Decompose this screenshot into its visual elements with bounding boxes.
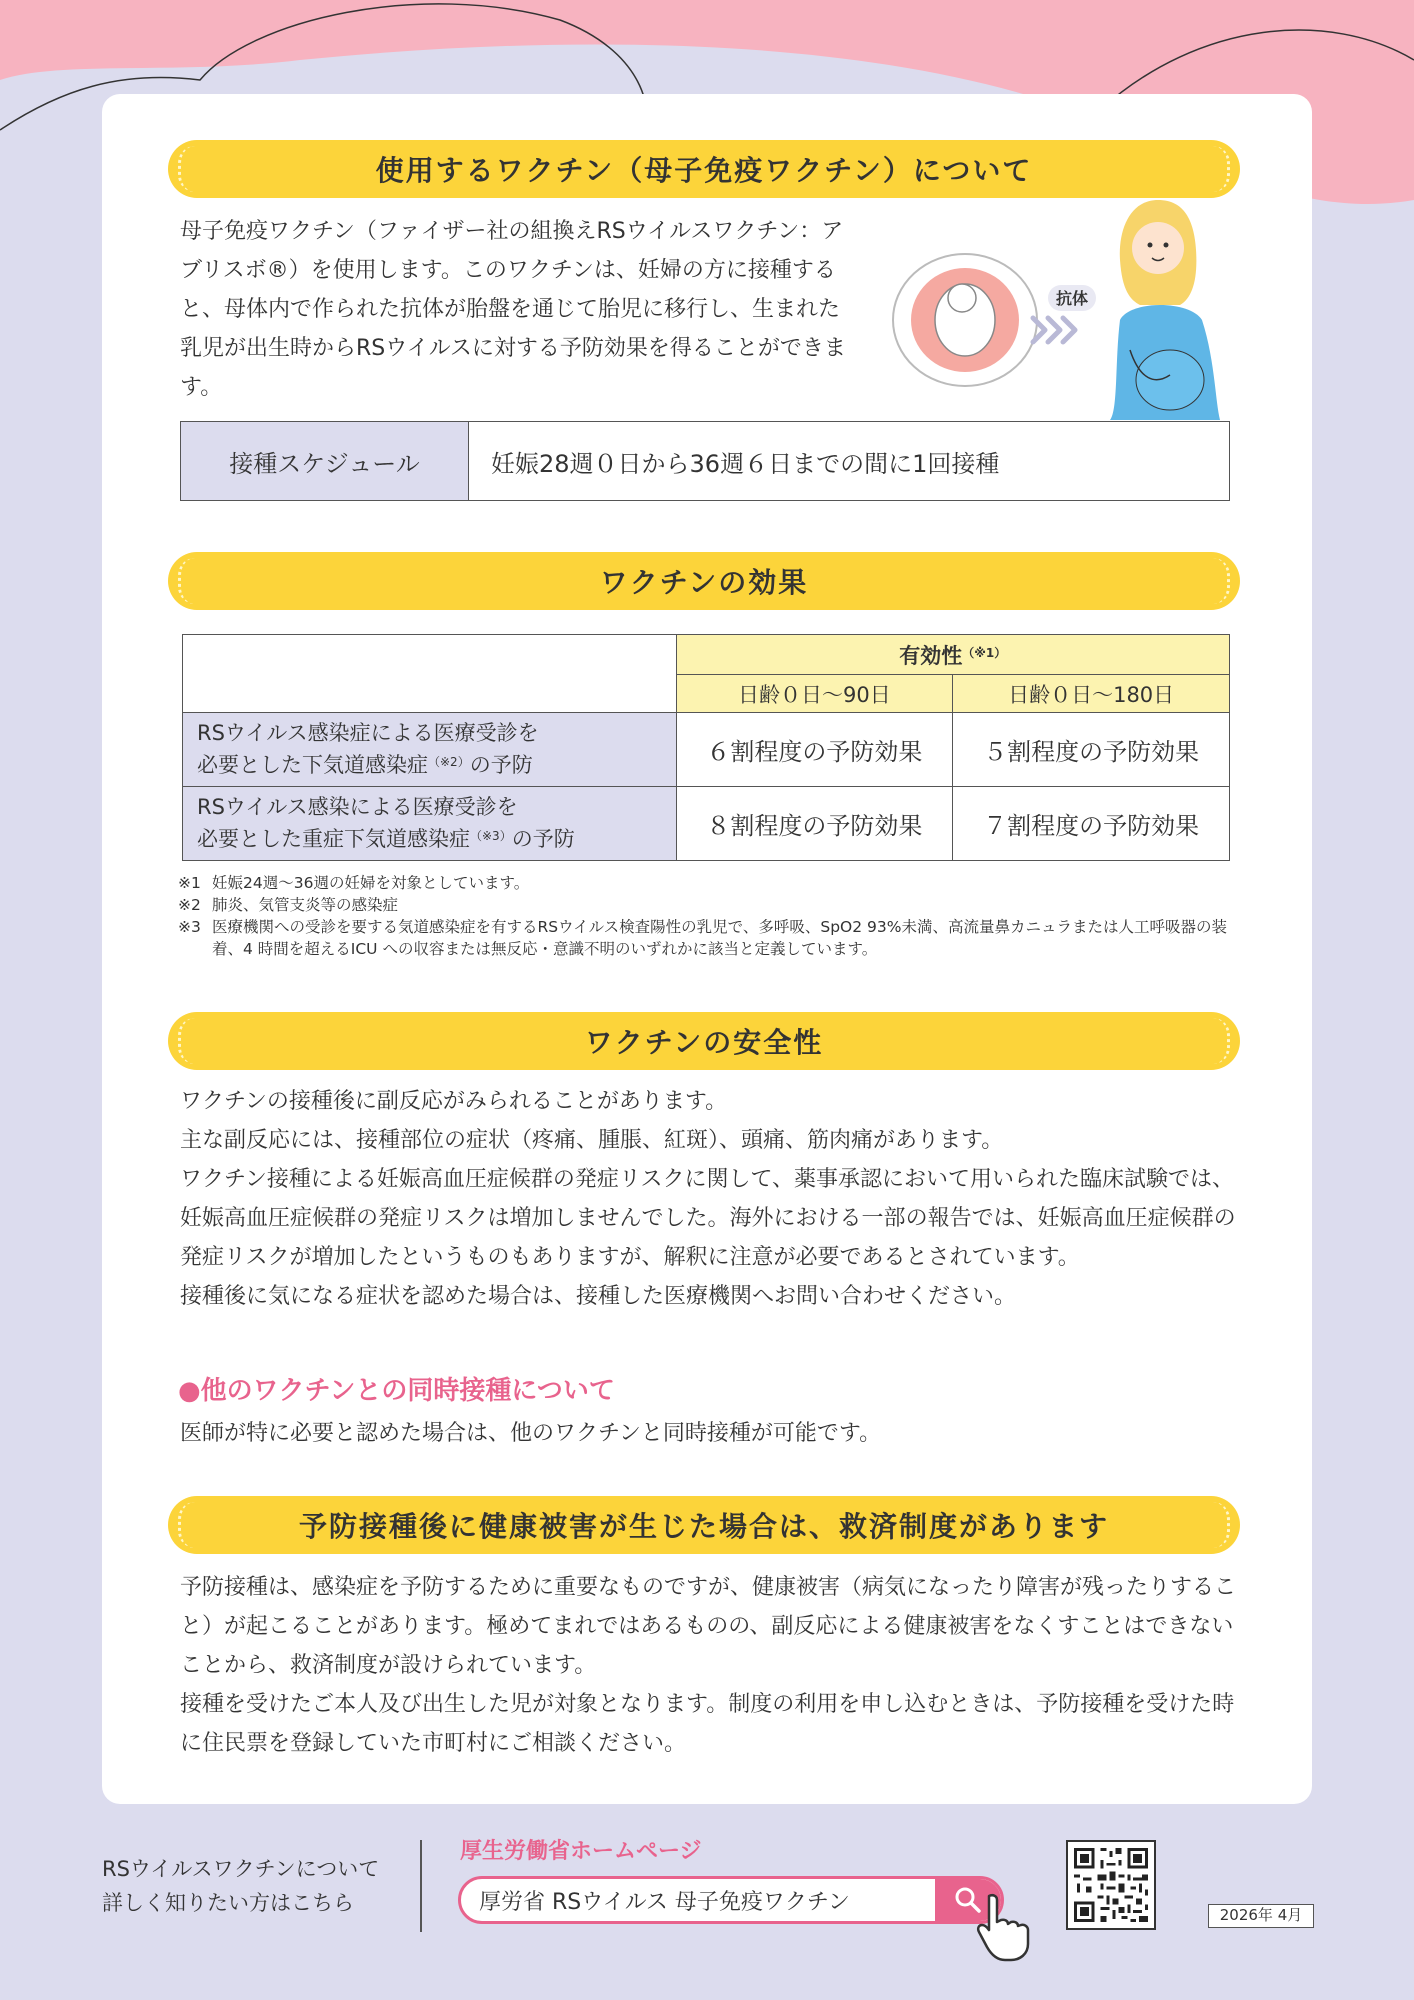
- schedule-value: 妊娠28週０日から36週６日までの間に1回接種: [491, 449, 1000, 478]
- row-label-severe-lower-respiratory: [183, 787, 677, 861]
- relief-text: [180, 1568, 1240, 1763]
- footer-info-line: RSウイルスワクチンについて: [102, 1857, 380, 1881]
- mhlw-homepage-label: 厚生労働省ホームページ: [460, 1839, 702, 1864]
- search-box[interactable]: [458, 1876, 1004, 1924]
- row-label-line: RSウイルス感染症による医療受診を: [197, 721, 539, 745]
- footnote: [178, 872, 1248, 894]
- section-heading-vaccine-text: 使用するワクチン（母子免疫ワクチン）について: [375, 154, 1033, 187]
- efficacy-header: [676, 635, 1229, 675]
- footer-info: [102, 1852, 379, 1920]
- footer-info-line: 詳しく知りたい方はこちら: [102, 1891, 354, 1915]
- safety-text: [180, 1082, 1240, 1316]
- footnote: [178, 894, 1248, 916]
- row-note-mark: （※2）: [428, 755, 470, 769]
- section-heading-effect-text: ワクチンの効果: [599, 566, 809, 599]
- row-label-line: 必要とした重症下気道感染症: [197, 827, 470, 851]
- footnote-text: 肺炎、気管支炎等の感染症: [212, 896, 399, 914]
- safety-paragraph: 主な副反応には、接種部位の症状（疼痛、腫脹、紅斑）、頭痛、筋肉痛があります。: [180, 1128, 1004, 1153]
- row-label-lower-respiratory: [183, 713, 677, 787]
- schedule-label: 接種スケジュール: [181, 422, 469, 500]
- footnote-mark: ※3: [178, 918, 201, 936]
- safety-paragraph: 接種後に気になる症状を認めた場合は、接種した医療機関へお問い合わせください。: [180, 1284, 1017, 1309]
- vaccine-intro-text: 母子免疫ワクチン（ファイザー社の組換えRSウイルスワクチン：アブリスボ®）を使用します。このワクチンは、妊婦の方に接種すると、母体内で作られた抗体が胎盤を通じて胎児に移行し、生まれた乳児が出生時からRSウイルスに対する予防効果を得ることができます。: [180, 219, 846, 400]
- footnote-mark: ※2: [178, 896, 201, 914]
- row-label-line: 必要とした下気道感染症: [197, 753, 428, 777]
- relief-paragraph: 接種を受けたご本人及び出生した児が対象となります。制度の利用を申し込むときは、予防接種を受けた時に住民票を登録していた市町村にご相談ください。: [180, 1692, 1235, 1756]
- efficacy-note-mark: （※1）: [962, 645, 1007, 660]
- section-heading-relief-text: 予防接種後に健康被害が生じた場合は、救済制度があります: [298, 1510, 1109, 1543]
- efficacy-table: [182, 634, 1230, 861]
- table-row: [183, 787, 1230, 861]
- pregnant-woman-illustration: [880, 190, 1250, 420]
- relief-paragraph: 予防接種は、感染症を予防するために重要なものですが、健康被害（病気になったり障害が残ったりすること）が起こることがあります。極めてまれではあるものの、副反応による健康被害をなくすことはできないことから、救済制度が設けられています。: [180, 1575, 1237, 1678]
- row-label-line: の予防: [469, 753, 533, 777]
- footnote-mark: ※1: [178, 874, 201, 892]
- row-label-line: の予防: [511, 827, 575, 851]
- section-heading-effect: [168, 552, 1240, 610]
- footnotes: [178, 872, 1248, 960]
- qr-code[interactable]: [1066, 1840, 1156, 1930]
- row-note-mark: （※3）: [470, 829, 512, 843]
- antibody-label: 抗体: [1055, 289, 1089, 308]
- efficacy-header-text: 有効性: [899, 643, 963, 668]
- efficacy-cell: ８割程度の予防効果: [676, 787, 953, 861]
- safety-paragraph: ワクチン接種による妊娠高血圧症候群の発症リスクに関して、薬事承認において用いられた臨床試験では、妊娠高血圧症候群の発症リスクは増加しませんでした。海外における一部の報告では、妊娠高血圧症候群の発症リスクが増加したというものもありますが、解釈に注意が必要であるとされています。: [180, 1167, 1236, 1270]
- safety-paragraph: ワクチンの接種後に副反応がみられることがあります。: [180, 1089, 728, 1114]
- pointing-hand-icon: [975, 1892, 1045, 1962]
- concurrent-vaccination-subheading: ●他のワクチンとの同時接種について: [178, 1376, 615, 1406]
- table-corner: [183, 635, 677, 713]
- efficacy-cell: ５割程度の予防効果: [953, 713, 1230, 787]
- column-header-90: 日齢０日〜90日: [676, 675, 953, 713]
- table-row: [183, 713, 1230, 787]
- section-heading-safety-text: ワクチンの安全性: [584, 1026, 824, 1059]
- section-heading-relief: [168, 1496, 1240, 1554]
- column-header-180: 日齢０日〜180日: [953, 675, 1230, 713]
- concurrent-vaccination-text: 医師が特に必要と認めた場合は、他のワクチンと同時接種が可能です。: [180, 1421, 882, 1446]
- section-heading-safety: [168, 1012, 1240, 1070]
- footer-divider: [420, 1840, 422, 1932]
- footnote-text: 医療機関への受診を要する気道感染症を有するRSウイルス検査陽性の乳児で、多呼吸、SpO2 93%未満、高流量鼻カニュラまたは人工呼吸器の装着、4 時間を超えるICU への収容または無反応・意識不明のいずれかに該当と定義しています。: [212, 918, 1227, 958]
- row-label-line: RSウイルス感染による医療受診を: [197, 795, 518, 819]
- footnote-text: 妊娠24週〜36週の妊婦を対象としています。: [212, 874, 530, 892]
- efficacy-cell: ６割程度の予防効果: [676, 713, 953, 787]
- issue-date: 2026年 4月: [1208, 1904, 1314, 1928]
- vaccination-schedule: [180, 421, 1230, 501]
- footnote: [178, 916, 1248, 960]
- search-query: 厚労省 RSウイルス 母子免疫ワクチン: [479, 1889, 850, 1915]
- efficacy-cell: ７割程度の予防効果: [953, 787, 1230, 861]
